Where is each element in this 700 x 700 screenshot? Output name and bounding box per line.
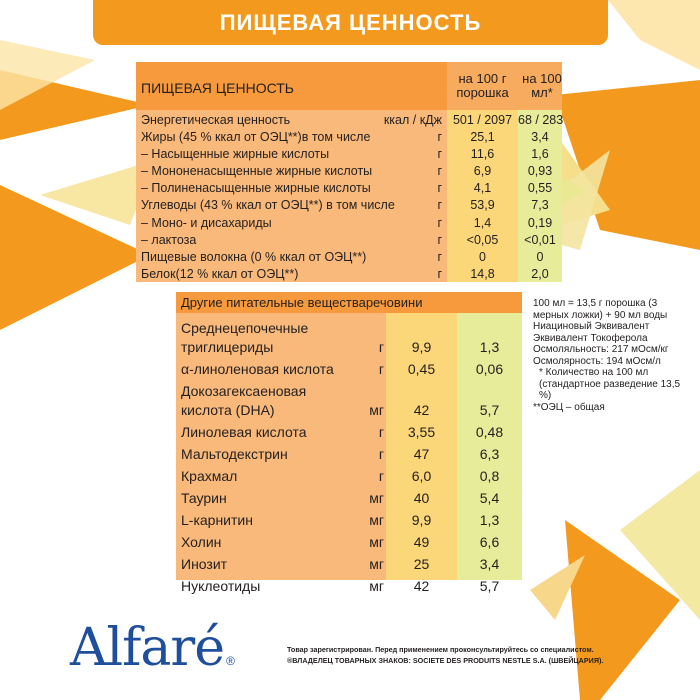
row-unit: г [378, 446, 384, 462]
row-label: – Моно- и дисахариды [141, 215, 272, 230]
table-row [136, 163, 562, 180]
table-row [176, 316, 522, 357]
row-value-per-100g: 47 [413, 446, 430, 462]
row-unit: г [437, 198, 442, 213]
table-row [136, 129, 562, 146]
row-unit: мг [369, 512, 384, 528]
banner-title: ПИЩЕВАЯ ЦЕННОСТЬ [219, 9, 482, 35]
row-label-line-1: Среднецепочечные [181, 320, 309, 336]
row-value-per-100g: 40 [413, 490, 430, 506]
row-label [181, 382, 306, 420]
table-row [176, 530, 522, 552]
table-row [136, 146, 562, 163]
note-dilution: 100 мл = 13,5 г порошка (3 мерных ложки) + 90 мл воды [533, 298, 668, 321]
row-value-per-100ml: 6,3 [479, 446, 500, 462]
registered-mark: ® [226, 654, 234, 668]
column-header-per-100g: на 100 г порошка [456, 71, 509, 100]
table-row [176, 357, 522, 379]
row-unit: г [437, 266, 442, 281]
row-label: Таурин [181, 490, 227, 506]
row-unit: мг [369, 578, 384, 594]
row-value-per-100ml: 0,48 [475, 424, 504, 440]
table-row [136, 112, 562, 129]
row-label: – Насыщенные жирные кислоты [141, 147, 330, 162]
row-unit: ккал / кДж [383, 113, 442, 127]
table-row [176, 420, 522, 442]
header-banner [93, 0, 608, 45]
row-value-per-100g: 6,0 [411, 468, 432, 484]
row-value-per-100g: <0,05 [466, 232, 499, 247]
row-value-per-100ml: 0,19 [527, 215, 553, 230]
row-value-per-100g: 42 [413, 402, 430, 418]
table-row [136, 249, 562, 266]
row-unit: г [378, 468, 384, 484]
table-row [136, 266, 562, 283]
row-value-per-100ml: 5,4 [479, 490, 500, 506]
row-label: – Мононенасыщенные жирные кислоты [141, 164, 373, 179]
row-value-per-100ml: 5,7 [479, 402, 500, 418]
row-label: – Полиненасыщенные жирные кислоты [141, 181, 371, 196]
row-value-per-100ml: 3,4 [479, 556, 500, 572]
triangle-orange-top-right [608, 0, 700, 70]
row-label: – лактоза [141, 232, 197, 247]
table-row [176, 442, 522, 464]
table-row [176, 379, 522, 420]
row-label: Жиры (45 % ккал от ОЭЦ**)в том числе [141, 130, 371, 145]
row-value-per-100g: 9,9 [411, 512, 432, 528]
row-value-per-100ml: 0,8 [479, 468, 500, 484]
row-value-per-100ml: 5,7 [479, 578, 500, 594]
note-osmolality: Осмоляльность: 217 мОсм/кг [533, 344, 669, 355]
legal-footer [287, 644, 603, 666]
row-value-per-100g: 25 [413, 556, 430, 572]
row-value-per-100g: 501 / 2097 [452, 113, 513, 127]
row-label: Линолевая кислота [181, 424, 307, 440]
row-unit: г [378, 361, 384, 377]
note-per-100ml: * Количество на 100 мл (стандартное разведение 13,5 %) [539, 367, 681, 401]
row-value-per-100ml: 0,55 [527, 181, 553, 196]
row-unit: г [437, 164, 442, 179]
row-value-per-100g: 49 [413, 534, 430, 550]
row-value-per-100ml: 1,3 [479, 339, 500, 355]
row-value-per-100ml: 0,06 [475, 361, 504, 377]
row-unit: мг [369, 402, 384, 418]
footer-line-2: ®ВЛАДЕЛЕЦ ТОВАРНЫХ ЗНАКОВ: SOCIETE DES PRODUITS NESTLE S.A. (ШВЕЙЦАРИЯ). [287, 656, 604, 665]
table-row [176, 508, 522, 530]
row-unit: г [378, 339, 384, 355]
row-value-per-100ml: 3,4 [531, 130, 549, 145]
note-osmolarity: Осмолярность: 194 мОсм/л [533, 355, 661, 367]
row-label: Крахмал [181, 468, 238, 484]
nutrition-table-other [176, 292, 522, 594]
table-row [136, 180, 562, 197]
nutrition-table-main [136, 62, 562, 282]
row-value-per-100ml: 7,3 [531, 198, 549, 213]
table-title: ПИЩЕВАЯ ЦЕННОСТЬ [141, 80, 294, 96]
row-value-per-100g: 0 [479, 249, 486, 264]
row-value-per-100g: 0,45 [407, 361, 436, 377]
row-value-per-100g: 42 [413, 578, 430, 594]
row-value-per-100g: 9,9 [411, 339, 432, 355]
row-unit: г [378, 424, 384, 440]
row-value-per-100ml: 0,93 [527, 164, 553, 179]
row-label: Белок(12 % ккал от ОЭЦ**) [141, 266, 299, 281]
row-value-per-100g: 3,55 [407, 424, 436, 440]
row-value-per-100g: 11,6 [470, 147, 495, 162]
note-niacin: Ниациновый Эквивалент [533, 321, 650, 332]
table-row [176, 464, 522, 486]
row-unit: мг [369, 490, 384, 506]
row-value-per-100ml: 6,6 [479, 534, 500, 550]
row-label [181, 319, 308, 357]
row-value-per-100ml: <0,01 [524, 232, 556, 247]
row-label: Нуклеотиды [181, 578, 261, 594]
row-label: Мальтодекстрин [181, 446, 288, 462]
table-header: Другие питательные веществаречовини [176, 292, 522, 313]
row-value-per-100ml: 2,0 [531, 266, 549, 281]
row-label: L-карнитин [181, 512, 253, 528]
table-row [136, 197, 562, 214]
row-label: Углеводы (43 % ккал от ОЭЦ**) в том числе [141, 198, 395, 213]
row-label: α-линоленовая кислота [181, 361, 334, 377]
table-row [136, 215, 562, 232]
row-unit: мг [369, 534, 384, 550]
brand-logo [70, 618, 234, 687]
footnotes [533, 298, 691, 413]
table-row [176, 486, 522, 508]
row-label: Энергетическая ценность [141, 113, 291, 127]
note-oec: **ОЭЦ – общая [533, 401, 605, 413]
row-value-per-100g: 1,4 [473, 215, 492, 230]
row-unit: мг [369, 556, 384, 572]
row-unit: г [437, 215, 442, 230]
table-row [176, 552, 522, 574]
table-row [176, 574, 522, 596]
row-value-per-100g: 14,8 [470, 266, 495, 281]
row-label-line-2: кислота (DHA) [181, 402, 275, 418]
table-body [176, 316, 522, 596]
note-tocopherol: Эквивалент Токоферола [533, 332, 648, 344]
row-value-per-100ml: 1,6 [531, 147, 549, 162]
row-unit: г [437, 130, 442, 145]
row-value-per-100ml: 1,3 [479, 512, 500, 528]
column-header-per-100ml: на 100 мл* [522, 71, 562, 100]
row-label: Холин [181, 534, 222, 550]
row-value-per-100g: 4,1 [473, 181, 492, 196]
footer-line-1: Товар зарегистрирован. Перед применением проконсультируйтесь со специалистом. [287, 645, 594, 654]
table-row [136, 232, 562, 249]
table-body [136, 112, 562, 283]
row-value-per-100g: 53,9 [470, 198, 495, 213]
row-value-per-100g: 6,9 [473, 164, 492, 179]
row-unit: г [437, 249, 442, 264]
row-label: Пищевые волокна (0 % ккал от ОЭЦ**) [141, 249, 367, 264]
row-value-per-100g: 25,1 [470, 130, 495, 145]
row-unit: г [437, 232, 442, 247]
row-label: Инозит [181, 556, 228, 572]
row-value-per-100ml: 68 / 283 [518, 113, 564, 127]
row-label-line-1: Докозагексаеновая [181, 383, 307, 399]
logo-text: Alfaré [70, 618, 225, 678]
row-label-line-2: триглицериды [181, 339, 274, 355]
row-unit: г [437, 181, 442, 196]
row-unit: г [437, 147, 442, 162]
row-value-per-100ml: 0 [536, 249, 544, 264]
